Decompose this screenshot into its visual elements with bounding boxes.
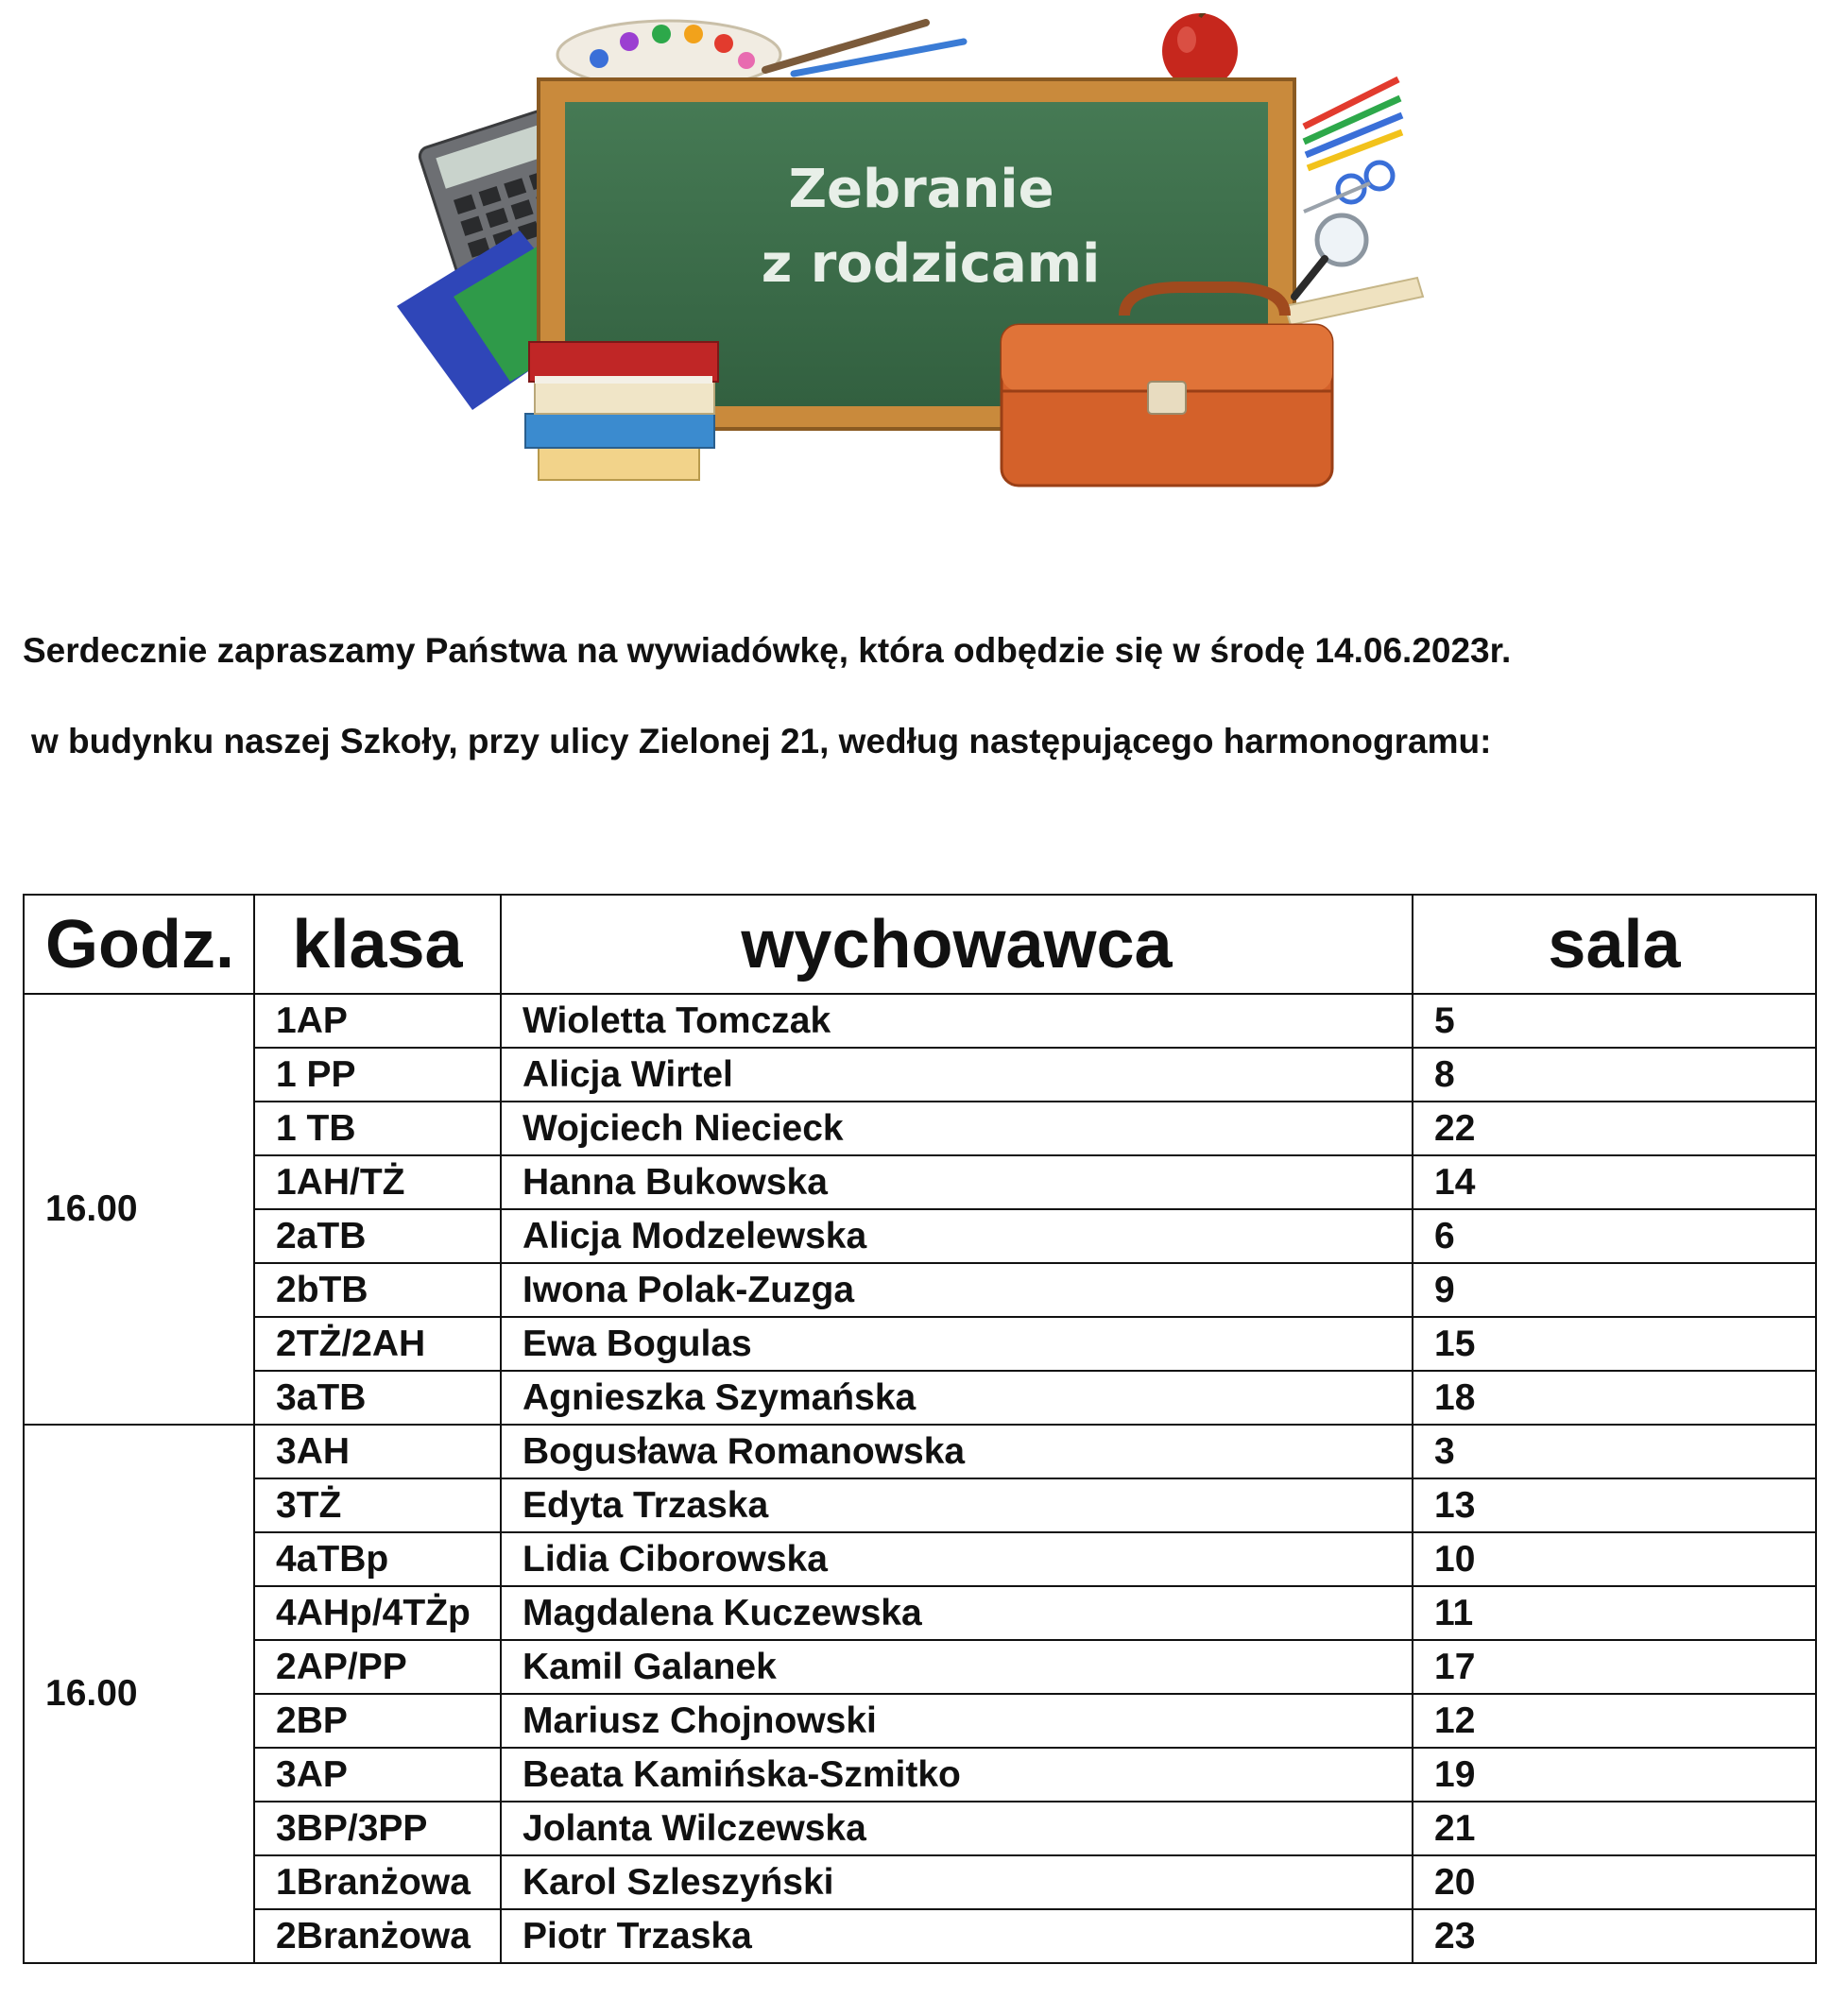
teacher-cell: Agnieszka Szymańska (501, 1371, 1413, 1425)
table-row (24, 1209, 1816, 1263)
teacher-cell: Alicja Wirtel (501, 1048, 1413, 1102)
room-cell: 19 (1413, 1748, 1816, 1802)
table-row (24, 1263, 1816, 1317)
teacher-cell: Kamil Galanek (501, 1640, 1413, 1694)
room-cell: 22 (1413, 1102, 1816, 1155)
table-row (24, 1425, 1816, 1478)
table-row (24, 1748, 1816, 1802)
room-cell: 15 (1413, 1317, 1816, 1371)
class-cell: 2BP (254, 1694, 501, 1748)
chalkboard-title-line2: z rodzicami (761, 233, 1101, 295)
room-cell: 13 (1413, 1478, 1816, 1532)
room-cell: 21 (1413, 1802, 1816, 1855)
header-teacher: wychowawca (501, 895, 1413, 994)
table-row (24, 1532, 1816, 1586)
teacher-cell: Magdalena Kuczewska (501, 1586, 1413, 1640)
room-cell: 20 (1413, 1855, 1816, 1909)
header-room: sala (1413, 895, 1816, 994)
invitation-text-line2: w budynku naszej Szkoły, przy ulicy Zielonej 21, według następującego harmonogramu: (31, 722, 1492, 760)
room-cell: 18 (1413, 1371, 1816, 1425)
teacher-cell: Wioletta Tomczak (501, 994, 1413, 1048)
class-cell: 4AHp/4TŻp (254, 1586, 501, 1640)
time-cell: 16.00 (24, 1425, 254, 1963)
scissors-icon (1304, 162, 1393, 212)
magnifier-icon (1294, 215, 1366, 297)
class-cell: 1Branżowa (254, 1855, 501, 1909)
teacher-cell: Wojciech Niecieck (501, 1102, 1413, 1155)
table-row (24, 1640, 1816, 1694)
table-row (24, 1102, 1816, 1155)
class-cell: 2TŻ/2AH (254, 1317, 501, 1371)
teacher-cell: Lidia Ciborowska (501, 1532, 1413, 1586)
class-cell: 1AH/TŻ (254, 1155, 501, 1209)
schedule-table (23, 894, 1817, 1964)
class-cell: 1AP (254, 994, 501, 1048)
room-cell: 12 (1413, 1694, 1816, 1748)
table-header-row (24, 895, 1816, 994)
teacher-cell: Mariusz Chojnowski (501, 1694, 1413, 1748)
teacher-cell: Edyta Trzaska (501, 1478, 1413, 1532)
room-cell: 9 (1413, 1263, 1816, 1317)
brushes-icon (765, 23, 964, 74)
class-cell: 3AH (254, 1425, 501, 1478)
class-cell: 2AP/PP (254, 1640, 501, 1694)
class-cell: 3aTB (254, 1371, 501, 1425)
table-row (24, 1855, 1816, 1909)
room-cell: 5 (1413, 994, 1816, 1048)
room-cell: 3 (1413, 1425, 1816, 1478)
class-cell: 3TŻ (254, 1478, 501, 1532)
teacher-cell: Iwona Polak-Zuzga (501, 1263, 1413, 1317)
header-class: klasa (254, 895, 501, 994)
table-row (24, 1694, 1816, 1748)
teacher-cell: Jolanta Wilczewska (501, 1802, 1413, 1855)
class-cell: 1 TB (254, 1102, 501, 1155)
time-cell: 16.00 (24, 994, 254, 1425)
table-row (24, 1909, 1816, 1963)
room-cell: 8 (1413, 1048, 1816, 1102)
room-cell: 23 (1413, 1909, 1816, 1963)
class-cell: 2Branżowa (254, 1909, 501, 1963)
teacher-cell: Piotr Trzaska (501, 1909, 1413, 1963)
table-row (24, 1802, 1816, 1855)
room-cell: 10 (1413, 1532, 1816, 1586)
room-cell: 11 (1413, 1586, 1816, 1640)
header-time: Godz. (24, 895, 254, 994)
teacher-cell: Beata Kamińska-Szmitko (501, 1748, 1413, 1802)
table-row (24, 1155, 1816, 1209)
table-row (24, 994, 1816, 1048)
class-cell: 1 PP (254, 1048, 501, 1102)
table-row (24, 1371, 1816, 1425)
class-cell: 4aTBp (254, 1532, 501, 1586)
room-cell: 6 (1413, 1209, 1816, 1263)
books-stack-icon (525, 342, 718, 480)
table-row (24, 1317, 1816, 1371)
room-cell: 17 (1413, 1640, 1816, 1694)
meeting-banner-illustration (397, 13, 1455, 504)
teacher-cell: Bogusława Romanowska (501, 1425, 1413, 1478)
invitation-text-line1: Serdecznie zapraszamy Państwa na wywiadówkę, która odbędzie się w środę 14.06.2023r. (23, 631, 1512, 670)
table-row (24, 1048, 1816, 1102)
schedule-body (24, 994, 1816, 1963)
teacher-cell: Karol Szleszyński (501, 1855, 1413, 1909)
table-row (24, 1586, 1816, 1640)
teacher-cell: Hanna Bukowska (501, 1155, 1413, 1209)
class-cell: 3BP/3PP (254, 1802, 501, 1855)
class-cell: 3AP (254, 1748, 501, 1802)
chalkboard-title-line1: Zebranie (788, 159, 1054, 220)
teacher-cell: Alicja Modzelewska (501, 1209, 1413, 1263)
class-cell: 2bTB (254, 1263, 501, 1317)
room-cell: 14 (1413, 1155, 1816, 1209)
pencils-icon (1304, 79, 1402, 168)
table-row (24, 1478, 1816, 1532)
class-cell: 2aTB (254, 1209, 501, 1263)
teacher-cell: Ewa Bogulas (501, 1317, 1413, 1371)
